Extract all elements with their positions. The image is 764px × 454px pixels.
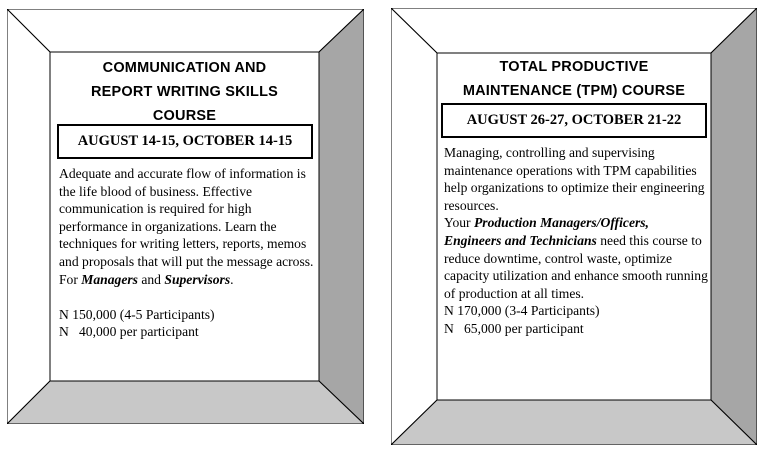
course-description	[444, 144, 708, 338]
title-line: REPORT WRITING SKILLS	[90, 84, 279, 100]
description-paragraph: Managing, controlling and supervising maintenance operations with TPM capabilities help organizations to optimize their engineering resources.	[444, 145, 705, 213]
course-dates: AUGUST 14-15, OCTOBER 14-15	[57, 124, 313, 159]
title-line: TOTAL PRODUCTIVE	[499, 59, 649, 75]
audience-end: .	[230, 271, 234, 287]
course-dates: AUGUST 26-27, OCTOBER 21-22	[441, 103, 707, 138]
price-single: N 65,000 per participant	[444, 320, 584, 336]
audience-intro: Your	[444, 215, 474, 231]
title-line: COURSE	[152, 108, 217, 124]
description-paragraph	[59, 165, 315, 288]
description-text: Adequate and accurate flow of information is the life blood of business. Effective communication is required for high performance in organizations. Learn the techniques for writing letters, reports, memos and proposals that will put the message across. For	[59, 166, 314, 287]
course-title	[437, 55, 711, 103]
course-title	[50, 56, 319, 128]
title-line: MAINTENANCE (TPM) COURSE	[462, 83, 686, 99]
price-group: N 170,000 (3-4 Participants)	[444, 303, 600, 319]
audience-join: and	[137, 271, 165, 287]
title-line: COMMUNICATION AND	[102, 60, 267, 76]
audience-paragraph	[444, 214, 708, 302]
audience-supervisors: Supervisors	[164, 271, 231, 287]
audience-roles: Production Managers/Officers, Engineers and Technicians	[444, 215, 649, 248]
price-group: N 150,000 (4-5 Participants)	[59, 306, 215, 322]
course-card-tpm	[391, 8, 757, 445]
course-description	[59, 165, 315, 341]
audience-managers: Managers	[81, 271, 138, 287]
course-card-communication	[7, 9, 364, 424]
price-single: N 40,000 per participant	[59, 324, 199, 340]
audience-rest: need this course to reduce downtime, control waste, optimize capacity utilization and enhance smooth running of production at all times.	[444, 232, 708, 301]
